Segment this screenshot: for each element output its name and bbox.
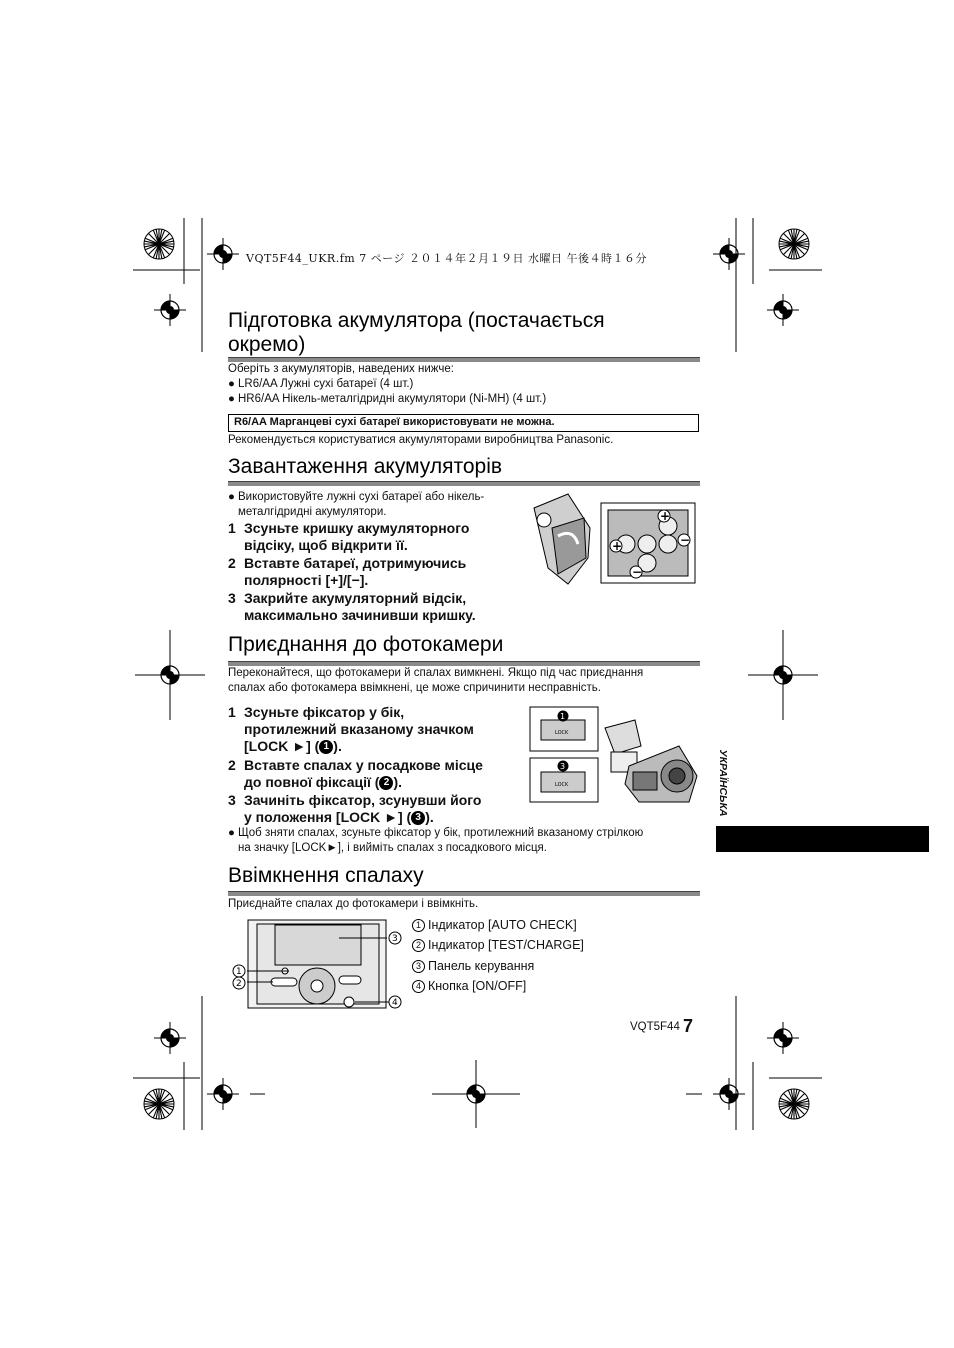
language-tab [716,826,929,852]
callout-2: 2 [236,979,242,989]
warning-box: R6/AA Марганцеві сухі батареї використовувати не можна. [228,414,699,432]
section-rule [228,891,700,896]
file-header: VQT5F44_UKR.fm 7 ページ ２０１４年２月１９日 水曜日 午後４時１６分 [246,252,647,265]
attach-intro: Переконайтеся, що фотокамери й спалах вимкнені. Якщо під час приєднання спалах або фотокамера ввімкнені, це може спричинити несправність. [228,667,644,694]
language-label: УКРАЇНСЬКА [717,749,729,817]
list-item: ● LR6/AA Лужні сухі батареї (4 шт.) [228,378,414,390]
callout-1: 1 [236,967,242,977]
battery-intro: Оберіть з акумуляторів, наведених нижче: [228,363,454,375]
control-panel-illustration [229,918,407,1010]
footer-code: VQT5F44 [630,1021,680,1033]
section-title-loading: Завантаження акумуляторів [228,455,503,478]
lock-label: LOCK [555,730,569,736]
legend-item: 4 Кнопка [ON/OFF] [412,979,526,994]
callout-3: 3 [392,934,398,944]
svg-text:−: − [680,533,691,547]
list-item: ● HR6/AA Нікель-металгідридні акумулятори (Ni-MH) (4 шт.) [228,393,547,405]
badge-1: 1 [319,740,333,754]
lock-label: LOCK [555,782,569,788]
step-item: 1 Зсуньте фіксатор у бік, протилежний вказаному значком [LOCK ►] ( 1 ). [228,704,474,754]
title-line-2: окремо) [228,333,306,356]
step-item: 3 Зачиніть фіксатор, зсунувши його у положення [LOCK ►] ( 3 ). [228,792,482,825]
callout-3: 3 [560,762,566,771]
badge-3: 3 [411,811,425,825]
step-item: 1 Зсуньте кришку акумуляторного відсіку, щоб відкрити її. [228,520,470,553]
step-item: 2 Вставте батареї, дотримуючись полярності [+]/[−]. [228,555,467,588]
svg-text:+: + [660,509,671,523]
callout-4: 4 [392,998,398,1008]
section-rule [228,481,700,486]
title-line-1: Підготовка акумулятора (постачається [228,309,605,332]
page-number: 7 [683,1016,694,1036]
recommendation-text: Рекомендується користуватися акумуляторами виробництва Panasonic. [228,434,614,446]
removal-note: ● Щоб зняти спалах, зсуньте фіксатор у бік, протилежний вказаному стрілкою на значку [LOCK►], і вийміть спалах з посадкового місця. [228,827,644,854]
section-title-power-on: Ввімкнення спалаху [228,864,424,887]
attach-camera-illustration [529,706,699,806]
legend-item: 1 Індикатор [AUTO CHECK] [412,918,577,933]
step-item: 2 Вставте спалах у посадкове місце до повної фіксації ( 2 ). [228,757,483,790]
power-on-intro: Приєднайте спалах до фотокамери і ввімкніть. [228,898,479,910]
svg-text:+: + [612,539,623,553]
badge-2: 2 [379,776,393,790]
callout-1: 1 [560,712,566,721]
step-item: 3 Закрийте акумуляторний відсік, максимально зачинивши кришку. [228,590,476,623]
list-item: ● Використовуйте лужні сухі батареї або нікель- металгідридні акумулятори. [228,491,485,518]
battery-loading-illustration [528,488,696,588]
svg-text:−: − [632,565,643,579]
legend-item: 2 Індикатор [TEST/CHARGE] [412,938,584,953]
section-title-attach: Приєднання до фотокамери [228,633,504,656]
section-title-battery-prep [228,309,605,357]
legend-item: 3 Панель керування [412,959,534,974]
